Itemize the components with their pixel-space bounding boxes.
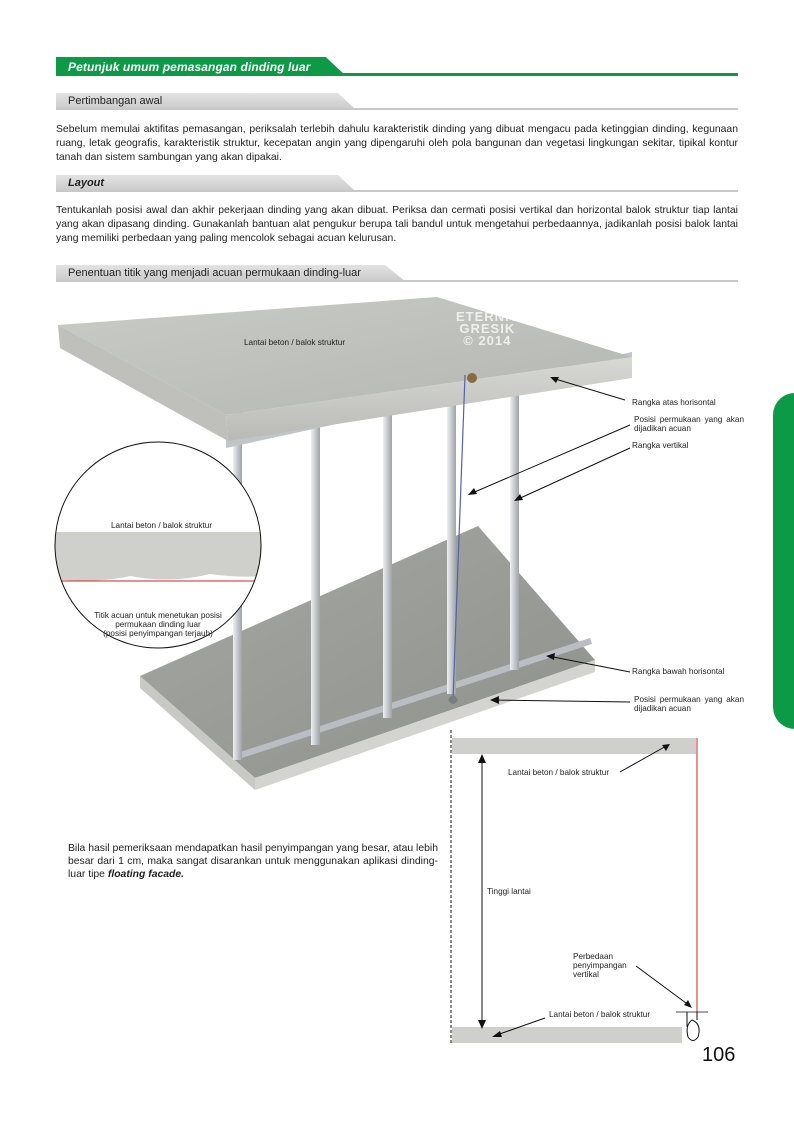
callout-top-rail: Rangka atas horisontal — [632, 398, 716, 407]
bottom-paragraph-text: Bila hasil pemeriksaan mendapatkan hasil penyimpangan yang besar, atau lebih besar dari 1 cm, maka sangat disarankan untuk menggunakan aplikasi dinding-luar tipe — [68, 843, 438, 880]
watermark — [456, 311, 519, 347]
page-title: Petunjuk umum pemasangan dinding luar — [68, 60, 311, 74]
floating-facade-term: floating facade. — [107, 869, 185, 880]
elevation-bottom-slab-label: Lantai beton / balok struktur — [549, 1010, 651, 1019]
top-slab-label: Lantai beton / balok struktur — [244, 338, 346, 347]
inset-note-line2: permukaan dinding luar — [115, 620, 201, 629]
section-title-pertimbangan: Pertimbangan awal — [68, 95, 163, 107]
bottom-paragraph — [68, 842, 438, 881]
inset-note-line3: (posisi penyimpangan terjauh) — [103, 629, 213, 638]
section-title-layout: Layout — [68, 177, 105, 189]
deviation-label: Perbedaan penyimpangan vertikal — [573, 952, 627, 979]
callout-surface-top: Posisi permukaan yang akan dijadikan acuan — [634, 415, 744, 433]
paragraph-layout: Tentukanlah posisi awal dan akhir pekerjaan dinding yang akan dibuat. Periksa dan cermati posisi vertikal dan horizontal balok struktur tiap lantai yang akan dipasang dinding. Gunakanlah bantuan alat pengukur berupa tali bandul untuk mengetahui perbedaannya, jadikanlah posisi balok lantai yang memiliki perbedaan yang paling mencolok sebagai acuan kelurusan. — [56, 205, 738, 244]
inset-slab-label: Lantai beton / balok struktur — [111, 521, 213, 530]
watermark-line: © 2014 — [463, 333, 512, 348]
callout-bottom-rail: Rangka bawah horisontal — [632, 667, 725, 676]
elevation-top-slab-label: Lantai beton / balok struktur — [508, 768, 610, 777]
paragraph-pertimbangan: Sebelum memulai aktifitas pemasangan, periksalah terlebih dahulu karakteristik dinding yang dibuat mengacu pada ketinggian dinding, kegunaan ruang, letak geografis, karakteristik struktur, kecepatan angin yang dipengaruhi oleh pola bangunan dan vegetasi lingkungan sekitar, tipikal kontur tanah dan sistem sambungan yang akan dipakai. — [56, 124, 738, 163]
plumb-anchor — [467, 373, 477, 383]
watermark-line: GRESIK — [459, 321, 516, 336]
floor-height-label: Tinggi lantai — [487, 887, 531, 896]
watermark-line: ETERNIT — [456, 309, 519, 324]
inset-note-line1: Titik acuan untuk menetukan posisi — [94, 611, 222, 620]
top-slab — [58, 297, 632, 441]
callout-surface-bottom: Posisi permukaan yang akan dijadikan acuan — [634, 695, 744, 713]
callout-studs: Rangka vertikal — [632, 441, 689, 450]
section-title-penentuan: Penentuan titik yang menjadi acuan permukaan dinding-luar — [68, 267, 361, 279]
page-number: 106 — [702, 1044, 736, 1066]
